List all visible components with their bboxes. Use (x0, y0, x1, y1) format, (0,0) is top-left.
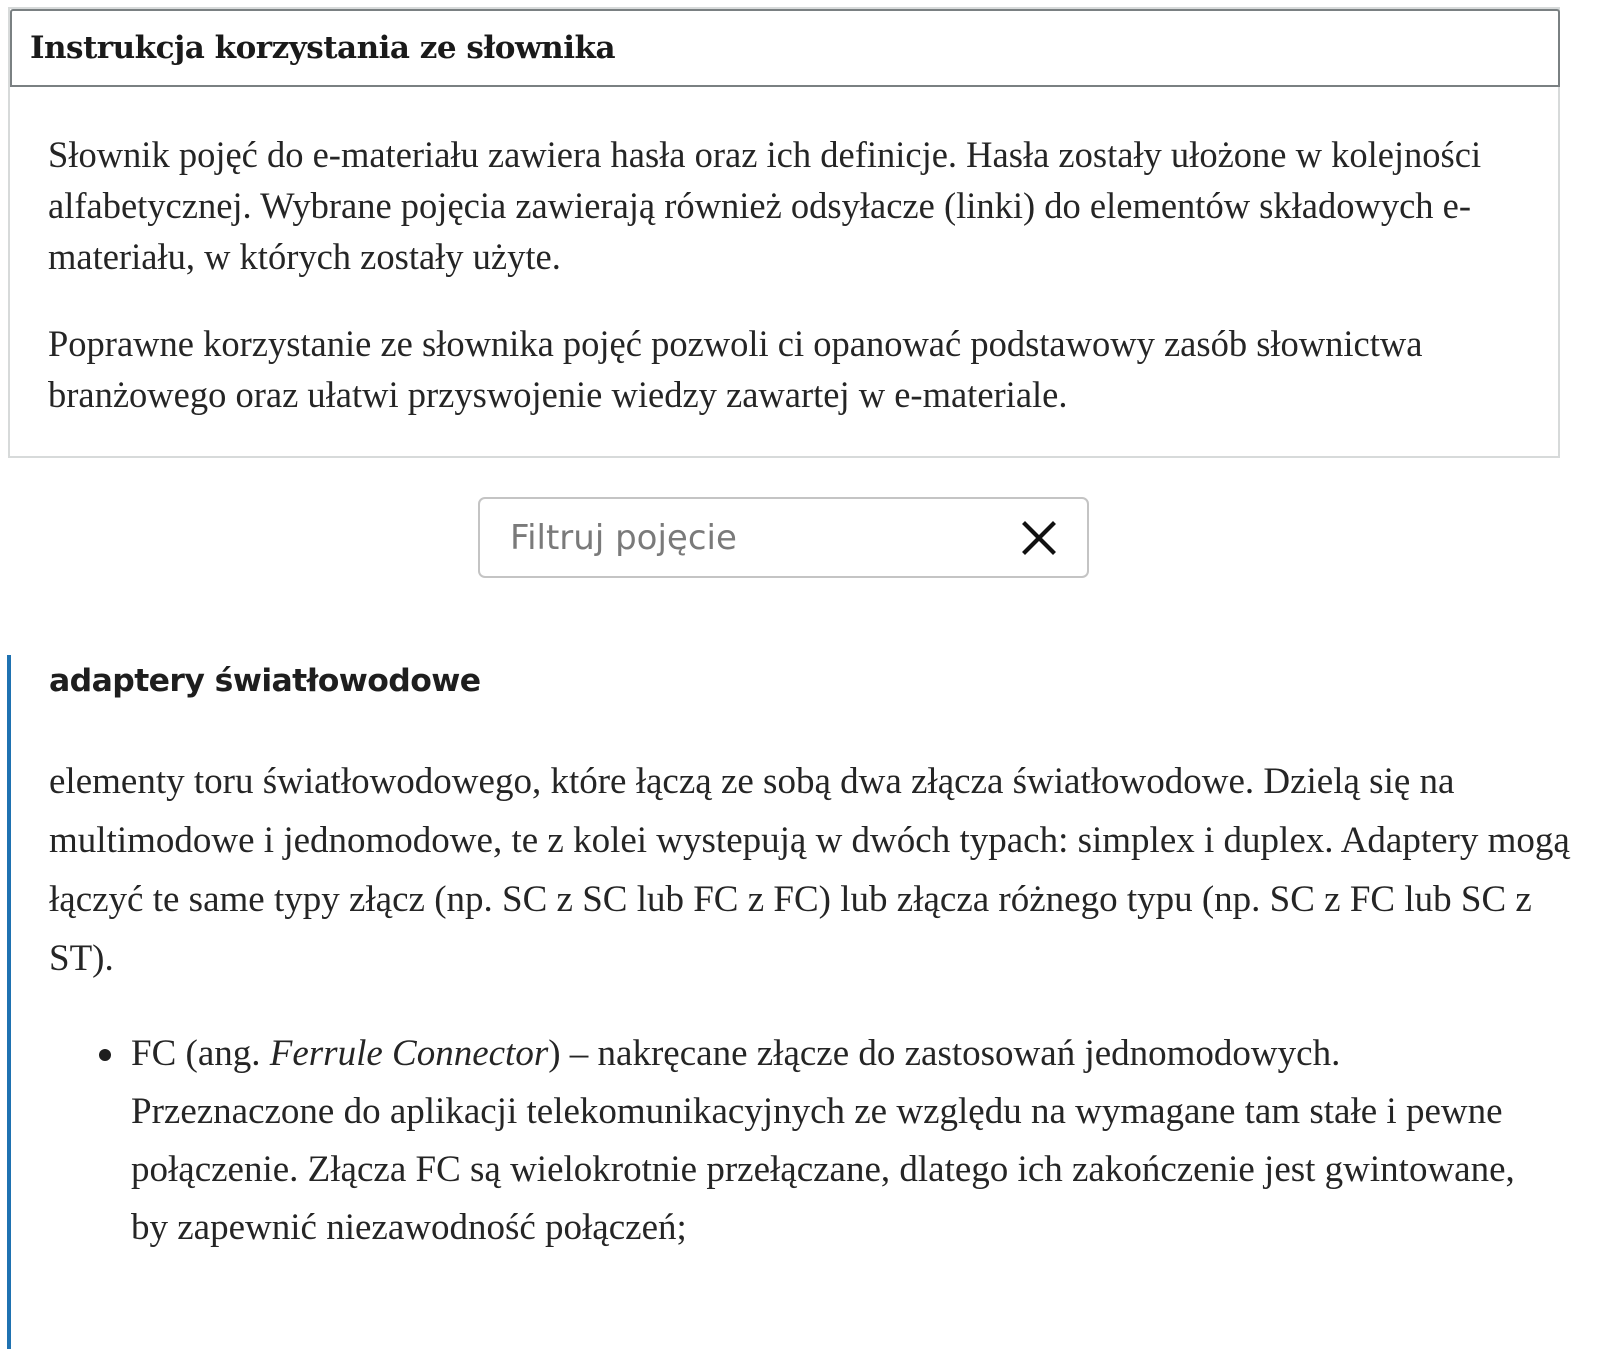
list-item-italic: Ferrule Connector (269, 1033, 549, 1074)
entry-list (49, 1025, 1529, 1257)
glossary-entry (7, 655, 1600, 1349)
instructions-paragraph: Słownik pojęć do e-materiału zawiera hasła oraz ich definicje. Hasła zostały ułożone w kolejności alfabetycznej. Wybrane pojęcia zawierają również odsyłacze (linki) do elementów składowych e-materiału, w których zostały użyte. (48, 134, 1482, 277)
instructions-title: Instrukcja korzystania ze słownika (10, 9, 1560, 87)
list-item-text: ) – nakręcane złącze do zastosowań jednomodowych. Przeznaczone do aplikacji telekomunikacyjnych ze względu na wymagane tam stałe i pewne połączenie. Złącza FC są wielokrotnie przełączane, dlatego ich zakończenie jest gwintowane, by zapewnić niezawodność połączeń; (131, 1033, 1515, 1248)
instructions-paragraph: Poprawne korzystanie ze słownika pojęć pozwoli ci opanować podstawowy zasób słownictwa branżowego oraz ułatwi przyswojenie wiedzy zawartej w e-materiale. (48, 323, 1423, 415)
list-item (49, 1025, 1529, 1257)
bullet-icon (99, 1049, 111, 1061)
clear-filter-button[interactable] (1009, 508, 1069, 568)
entry-definition: elementy toru światłowodowego, które łączą ze sobą dwa złącza światłowodowe. Dzielą się na multimodowe i jednomodowe, te z kolei wystepują w dwóch typach: simplex i duplex. Adaptery mogą łączyć te same typy złącz (np. SC z SC lub FC z FC) lub złącza różnego typu (np. SC z FC lub SC z ST). (49, 761, 1570, 979)
instructions-panel (8, 7, 1560, 458)
list-item-prefix: FC (ang. (131, 1033, 270, 1074)
instructions-body (48, 129, 1538, 420)
close-icon (1021, 520, 1057, 556)
filter-input[interactable] (480, 499, 1009, 576)
filter-field (478, 497, 1089, 578)
entry-term: adaptery światłowodowe (49, 663, 481, 699)
